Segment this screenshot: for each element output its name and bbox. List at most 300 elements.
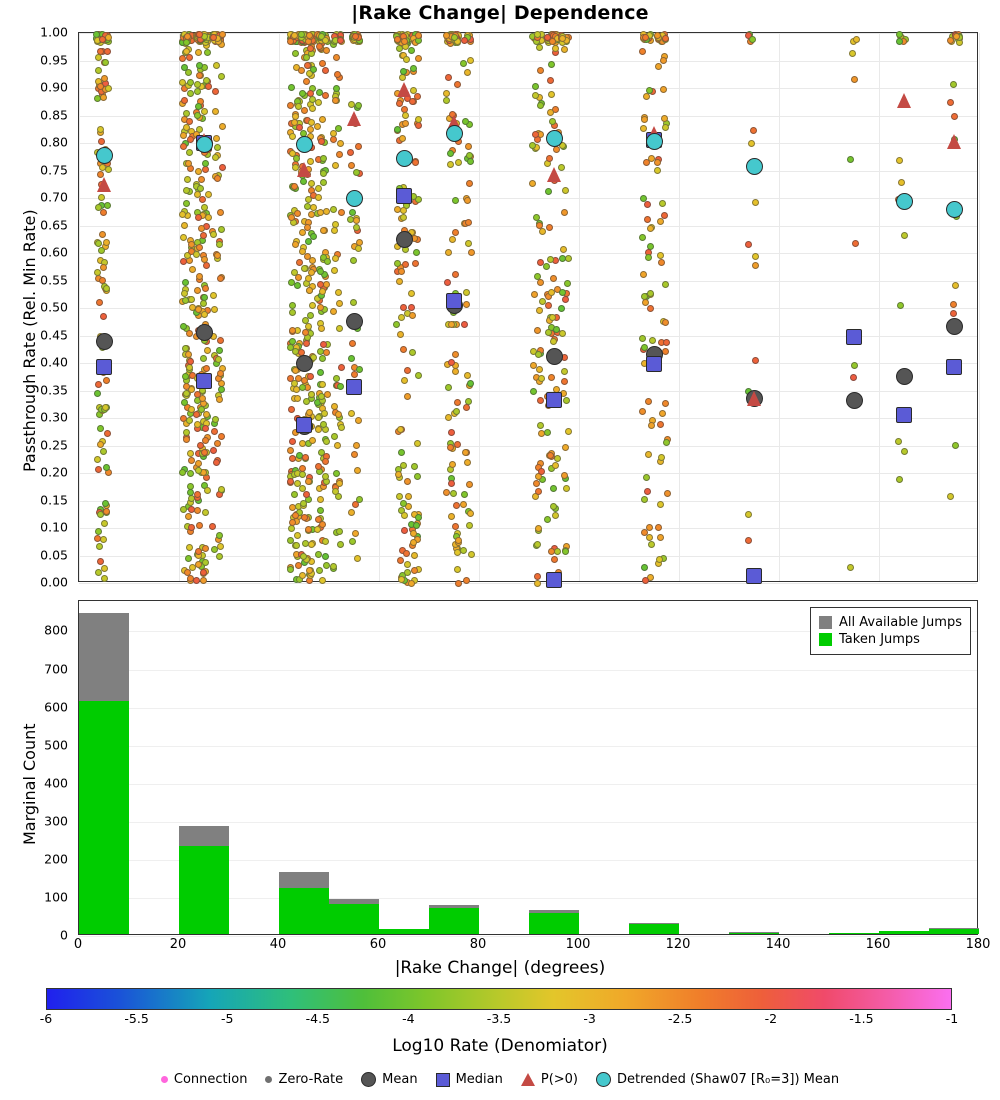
- legend-square-icon: [436, 1073, 450, 1087]
- scatter-point: [452, 351, 459, 358]
- scatter-point: [464, 197, 471, 204]
- scatter-y-tick: 0.70: [40, 189, 68, 205]
- scatter-point: [399, 135, 406, 142]
- scatter-point: [398, 268, 405, 275]
- colorbar-tick: -5.5: [124, 1011, 149, 1026]
- scatter-point: [448, 480, 455, 487]
- scatter-point: [187, 358, 194, 365]
- scatter-point: [443, 489, 450, 496]
- scatter-point: [101, 565, 108, 572]
- scatter-point: [545, 302, 552, 309]
- scatter-point: [348, 162, 355, 169]
- scatter-point: [352, 530, 359, 537]
- scatter-point: [851, 76, 858, 83]
- scatter-point: [662, 348, 669, 355]
- scatter-point: [179, 469, 186, 476]
- legend-swatch: [819, 616, 832, 629]
- scatter-point: [401, 527, 408, 534]
- scatter-point: [662, 124, 669, 131]
- scatter-point: [332, 255, 339, 262]
- scatter-point: [398, 576, 405, 583]
- scatter-point: [468, 551, 475, 558]
- scatter-point: [401, 512, 408, 519]
- scatter-point: [852, 240, 859, 247]
- scatter-point: [289, 438, 296, 445]
- scatter-point: [105, 34, 112, 41]
- scatter-point: [642, 34, 649, 41]
- scatter-point: [210, 292, 217, 299]
- scatter-point: [544, 429, 551, 436]
- scatter-point: [535, 525, 542, 532]
- scatter-point: [664, 490, 671, 497]
- scatter-point: [181, 97, 188, 104]
- series-legend-item: [161, 1072, 248, 1087]
- scatter-point: [551, 556, 558, 563]
- marker-triangle: [297, 162, 311, 177]
- scatter-point: [559, 330, 566, 337]
- scatter-point: [307, 126, 314, 133]
- scatter-point: [318, 325, 325, 332]
- marker-square: [746, 568, 762, 584]
- scatter-point: [194, 287, 201, 294]
- scatter-point: [201, 204, 208, 211]
- scatter-point: [316, 567, 323, 574]
- scatter-point: [185, 513, 192, 520]
- scatter-point: [322, 92, 329, 99]
- gridline-horizontal: [79, 391, 977, 392]
- scatter-point: [179, 211, 186, 218]
- scatter-point: [750, 127, 757, 134]
- scatter-point: [184, 33, 191, 40]
- scatter-point: [415, 514, 422, 521]
- scatter-point: [333, 470, 340, 477]
- scatter-point: [564, 280, 571, 287]
- scatter-point: [186, 417, 193, 424]
- scatter-point: [536, 366, 543, 373]
- scatter-point: [455, 159, 462, 166]
- scatter-point: [639, 48, 646, 55]
- histogram-x-tick: 80: [469, 937, 487, 952]
- scatter-point: [356, 496, 363, 503]
- scatter-point: [200, 232, 207, 239]
- scatter-point: [534, 273, 541, 280]
- scatter-point: [210, 34, 217, 41]
- scatter-point: [330, 308, 337, 315]
- scatter-point: [214, 175, 221, 182]
- gridline-vertical: [479, 33, 480, 581]
- legend-triangle-icon: [521, 1073, 535, 1086]
- scatter-y-tick: 0.65: [40, 217, 68, 232]
- scatter-point: [355, 417, 362, 424]
- marker-triangle: [397, 82, 411, 97]
- scatter-point: [466, 180, 473, 187]
- histogram-bar-taken: [179, 846, 229, 934]
- scatter-point: [408, 47, 415, 54]
- scatter-point: [185, 160, 192, 167]
- scatter-point: [448, 429, 455, 436]
- legend-swatch: [819, 633, 832, 646]
- scatter-point: [310, 233, 317, 240]
- scatter-point: [896, 157, 903, 164]
- histogram-bar-taken: [629, 924, 679, 934]
- marker-circle: [896, 368, 913, 385]
- marker-square: [546, 572, 562, 588]
- scatter-y-tick: 0.90: [40, 79, 68, 95]
- scatter-point: [356, 239, 363, 246]
- scatter-point: [663, 439, 670, 446]
- colorbar-tick: -2.5: [667, 1011, 693, 1026]
- scatter-point: [901, 448, 908, 455]
- scatter-point: [415, 55, 422, 62]
- scatter-point: [467, 57, 474, 64]
- scatter-point: [182, 373, 189, 380]
- series-legend-item: [265, 1072, 343, 1087]
- gridline-horizontal: [79, 784, 977, 785]
- scatter-point: [467, 158, 474, 165]
- scatter-point: [654, 159, 661, 166]
- scatter-point: [562, 187, 569, 194]
- scatter-point: [202, 166, 209, 173]
- scatter-point: [294, 210, 301, 217]
- scatter-point: [301, 514, 308, 521]
- scatter-point: [288, 406, 295, 413]
- scatter-point: [561, 472, 568, 479]
- marker-square: [96, 359, 112, 375]
- scatter-point: [455, 580, 462, 587]
- legend-label: Mean: [382, 1072, 418, 1087]
- scatter-point: [752, 262, 759, 269]
- scatter-point: [649, 337, 656, 344]
- scatter-point: [465, 240, 472, 247]
- scatter-point: [204, 347, 211, 354]
- scatter-point: [450, 490, 457, 497]
- scatter-point: [537, 279, 544, 286]
- histogram-bar-taken: [429, 908, 479, 934]
- scatter-point: [289, 519, 296, 526]
- scatter-point: [658, 259, 665, 266]
- scatter-point: [646, 534, 653, 541]
- scatter-point: [214, 252, 221, 259]
- scatter-point: [641, 496, 648, 503]
- scatter-point: [644, 201, 651, 208]
- scatter-point: [304, 203, 311, 210]
- scatter-point: [205, 214, 212, 221]
- scatter-point: [101, 520, 108, 527]
- scatter-y-tick: 0.75: [40, 162, 68, 177]
- scatter-point: [543, 263, 550, 270]
- scatter-point: [298, 67, 305, 74]
- scatter-point: [532, 131, 539, 138]
- scatter-point: [338, 364, 345, 371]
- scatter-point: [323, 562, 330, 569]
- scatter-point: [332, 97, 339, 104]
- scatter-point: [306, 287, 313, 294]
- scatter-point: [105, 85, 112, 92]
- scatter-point: [537, 102, 544, 109]
- scatter-point: [335, 289, 342, 296]
- scatter-point: [301, 107, 308, 114]
- scatter-point: [287, 478, 294, 485]
- scatter-point: [663, 339, 670, 346]
- scatter-point: [182, 279, 189, 286]
- histogram-bar-taken: [329, 904, 379, 934]
- scatter-point: [289, 302, 296, 309]
- histogram-bar-taken: [279, 888, 329, 934]
- scatter-point: [331, 433, 338, 440]
- scatter-point: [547, 77, 554, 84]
- scatter-point: [217, 543, 224, 550]
- scatter-point: [201, 449, 208, 456]
- scatter-point: [662, 281, 669, 288]
- scatter-point: [218, 433, 225, 440]
- scatter-point: [180, 132, 187, 139]
- scatter-point: [467, 510, 474, 517]
- histogram-x-tick: 140: [765, 937, 791, 952]
- scatter-y-tick: 0.10: [40, 519, 68, 535]
- scatter-point: [414, 473, 421, 480]
- scatter-point: [947, 99, 954, 106]
- scatter-point: [104, 48, 111, 55]
- scatter-point: [445, 414, 452, 421]
- scatter-point: [534, 31, 541, 38]
- scatter-point: [287, 566, 294, 573]
- scatter-point: [559, 255, 566, 262]
- scatter-point: [336, 300, 343, 307]
- histogram-x-tick: 120: [665, 937, 691, 952]
- marker-circle: [446, 125, 463, 142]
- scatter-point: [400, 207, 407, 214]
- scatter-point: [309, 105, 316, 112]
- scatter-point: [355, 245, 362, 252]
- marker-square: [446, 293, 462, 309]
- scatter-point: [337, 37, 344, 44]
- scatter-point: [317, 369, 324, 376]
- scatter-point: [292, 241, 299, 248]
- scatter-point: [565, 428, 572, 435]
- scatter-point: [895, 438, 902, 445]
- scatter-point: [202, 559, 209, 566]
- scatter-point: [355, 143, 362, 150]
- scatter-point: [896, 38, 903, 45]
- scatter-point: [203, 77, 210, 84]
- scatter-point: [534, 580, 541, 587]
- scatter-point: [657, 534, 664, 541]
- scatter-point: [398, 449, 405, 456]
- scatter-point: [537, 397, 544, 404]
- scatter-point: [660, 86, 667, 93]
- gridline-vertical: [579, 33, 580, 581]
- scatter-point: [752, 199, 759, 206]
- legend-item: [819, 615, 962, 630]
- scatter-point: [94, 535, 101, 542]
- scatter-point: [317, 281, 324, 288]
- scatter-point: [322, 37, 329, 44]
- scatter-point: [644, 488, 651, 495]
- scatter-point: [202, 437, 209, 444]
- scatter-point: [196, 522, 203, 529]
- scatter-y-tick: 0.30: [40, 409, 68, 425]
- scatter-point: [214, 440, 221, 447]
- scatter-point: [307, 373, 314, 380]
- scatter-point: [103, 377, 110, 384]
- scatter-point: [184, 176, 191, 183]
- scatter-point: [353, 442, 360, 449]
- scatter-point: [196, 244, 203, 251]
- gridline-horizontal: [79, 281, 977, 282]
- scatter-point: [105, 166, 112, 173]
- scatter-point: [291, 491, 298, 498]
- scatter-point: [320, 341, 327, 348]
- scatter-point: [951, 113, 958, 120]
- scatter-point: [213, 62, 220, 69]
- histogram-y-tick: 0: [60, 927, 68, 943]
- scatter-point: [645, 254, 652, 261]
- scatter-point: [183, 187, 190, 194]
- histogram-ylabel: Marginal Count: [20, 723, 39, 845]
- scatter-point: [748, 140, 755, 147]
- scatter-point: [394, 260, 401, 267]
- scatter-point: [94, 95, 101, 102]
- legend-item: [819, 632, 962, 647]
- scatter-point: [655, 524, 662, 531]
- scatter-point: [657, 218, 664, 225]
- scatter-point: [453, 502, 460, 509]
- gridline-vertical: [379, 33, 380, 581]
- scatter-point: [561, 368, 568, 375]
- scatter-point: [337, 383, 344, 390]
- scatter-point: [351, 451, 358, 458]
- scatter-point: [96, 299, 103, 306]
- scatter-point: [531, 291, 538, 298]
- scatter-point: [534, 541, 541, 548]
- scatter-point: [347, 149, 354, 156]
- scatter-point: [562, 444, 569, 451]
- scatter-y-tick: 0.40: [40, 354, 68, 370]
- scatter-point: [443, 97, 450, 104]
- gridline-vertical: [879, 33, 880, 581]
- scatter-point: [289, 150, 296, 157]
- scatter-point: [202, 545, 209, 552]
- scatter-point: [656, 556, 663, 563]
- scatter-point: [104, 430, 111, 437]
- scatter-point: [331, 267, 338, 274]
- colorbar-tick: -4.5: [305, 1011, 330, 1026]
- scatter-point: [322, 458, 329, 465]
- scatter-point: [201, 311, 208, 318]
- scatter-point: [468, 249, 475, 256]
- scatter-point: [947, 493, 954, 500]
- scatter-plot: [78, 32, 978, 582]
- marker-circle: [546, 130, 563, 147]
- marker-circle: [346, 313, 363, 330]
- scatter-point: [205, 191, 212, 198]
- scatter-point: [558, 305, 565, 312]
- scatter-point: [292, 512, 299, 519]
- marker-circle: [946, 318, 963, 335]
- scatter-point: [195, 168, 202, 175]
- scatter-point: [323, 281, 330, 288]
- scatter-point: [331, 227, 338, 234]
- legend-small-circle-icon: [161, 1076, 168, 1083]
- colorbar-tick: -3: [583, 1011, 596, 1026]
- scatter-point: [396, 493, 403, 500]
- scatter-point: [299, 465, 306, 472]
- scatter-point: [534, 327, 541, 334]
- colorbar-tick: -3.5: [486, 1011, 512, 1026]
- scatter-point: [99, 36, 106, 43]
- scatter-point: [745, 537, 752, 544]
- scatter-point: [330, 206, 337, 213]
- scatter-point: [548, 374, 555, 381]
- scatter-point: [654, 167, 661, 174]
- gridline-horizontal: [79, 61, 977, 62]
- scatter-y-tick: 0.25: [40, 437, 68, 452]
- scatter-point: [288, 84, 295, 91]
- scatter-point: [529, 180, 536, 187]
- scatter-point: [303, 54, 310, 61]
- scatter-point: [304, 224, 311, 231]
- scatter-point: [530, 388, 537, 395]
- scatter-point: [210, 231, 217, 238]
- scatter-point: [198, 225, 205, 232]
- colorbar-tick-labels: [39, 1011, 959, 1027]
- scatter-point: [308, 541, 315, 548]
- scatter-point: [98, 138, 105, 145]
- gridline-horizontal: [79, 171, 977, 172]
- scatter-point: [464, 69, 471, 76]
- scatter-point: [536, 44, 543, 51]
- scatter-point: [323, 438, 330, 445]
- scatter-point: [336, 325, 343, 332]
- scatter-point: [662, 319, 669, 326]
- marker-circle: [546, 348, 563, 365]
- scatter-point: [530, 362, 537, 369]
- marker-circle: [946, 201, 963, 218]
- scatter-point: [897, 302, 904, 309]
- legend-label: P(>0): [540, 1072, 579, 1087]
- colorbar: [46, 988, 952, 1010]
- marker-circle: [396, 231, 413, 248]
- histogram-bar-taken: [379, 929, 429, 934]
- scatter-point: [350, 257, 357, 264]
- scatter-point: [404, 393, 411, 400]
- scatter-point: [454, 399, 461, 406]
- scatter-point: [411, 552, 418, 559]
- marker-square: [896, 407, 912, 423]
- gridline-horizontal: [79, 746, 977, 747]
- scatter-point: [454, 81, 461, 88]
- marker-triangle: [897, 93, 911, 108]
- scatter-point: [216, 553, 223, 560]
- scatter-point: [306, 409, 313, 416]
- marker-circle: [296, 355, 313, 372]
- scatter-point: [330, 130, 337, 137]
- scatter-point: [213, 135, 220, 142]
- scatter-point: [319, 381, 326, 388]
- scatter-point: [402, 120, 409, 127]
- scatter-point: [99, 231, 106, 238]
- scatter-point: [463, 577, 470, 584]
- scatter-point: [180, 258, 187, 265]
- scatter-point: [101, 575, 108, 582]
- scatter-point: [212, 88, 219, 95]
- scatter-point: [196, 273, 203, 280]
- scatter-point: [180, 234, 187, 241]
- scatter-point: [896, 476, 903, 483]
- scatter-point: [443, 90, 450, 97]
- scatter-point: [217, 209, 224, 216]
- gridline-horizontal: [79, 143, 977, 144]
